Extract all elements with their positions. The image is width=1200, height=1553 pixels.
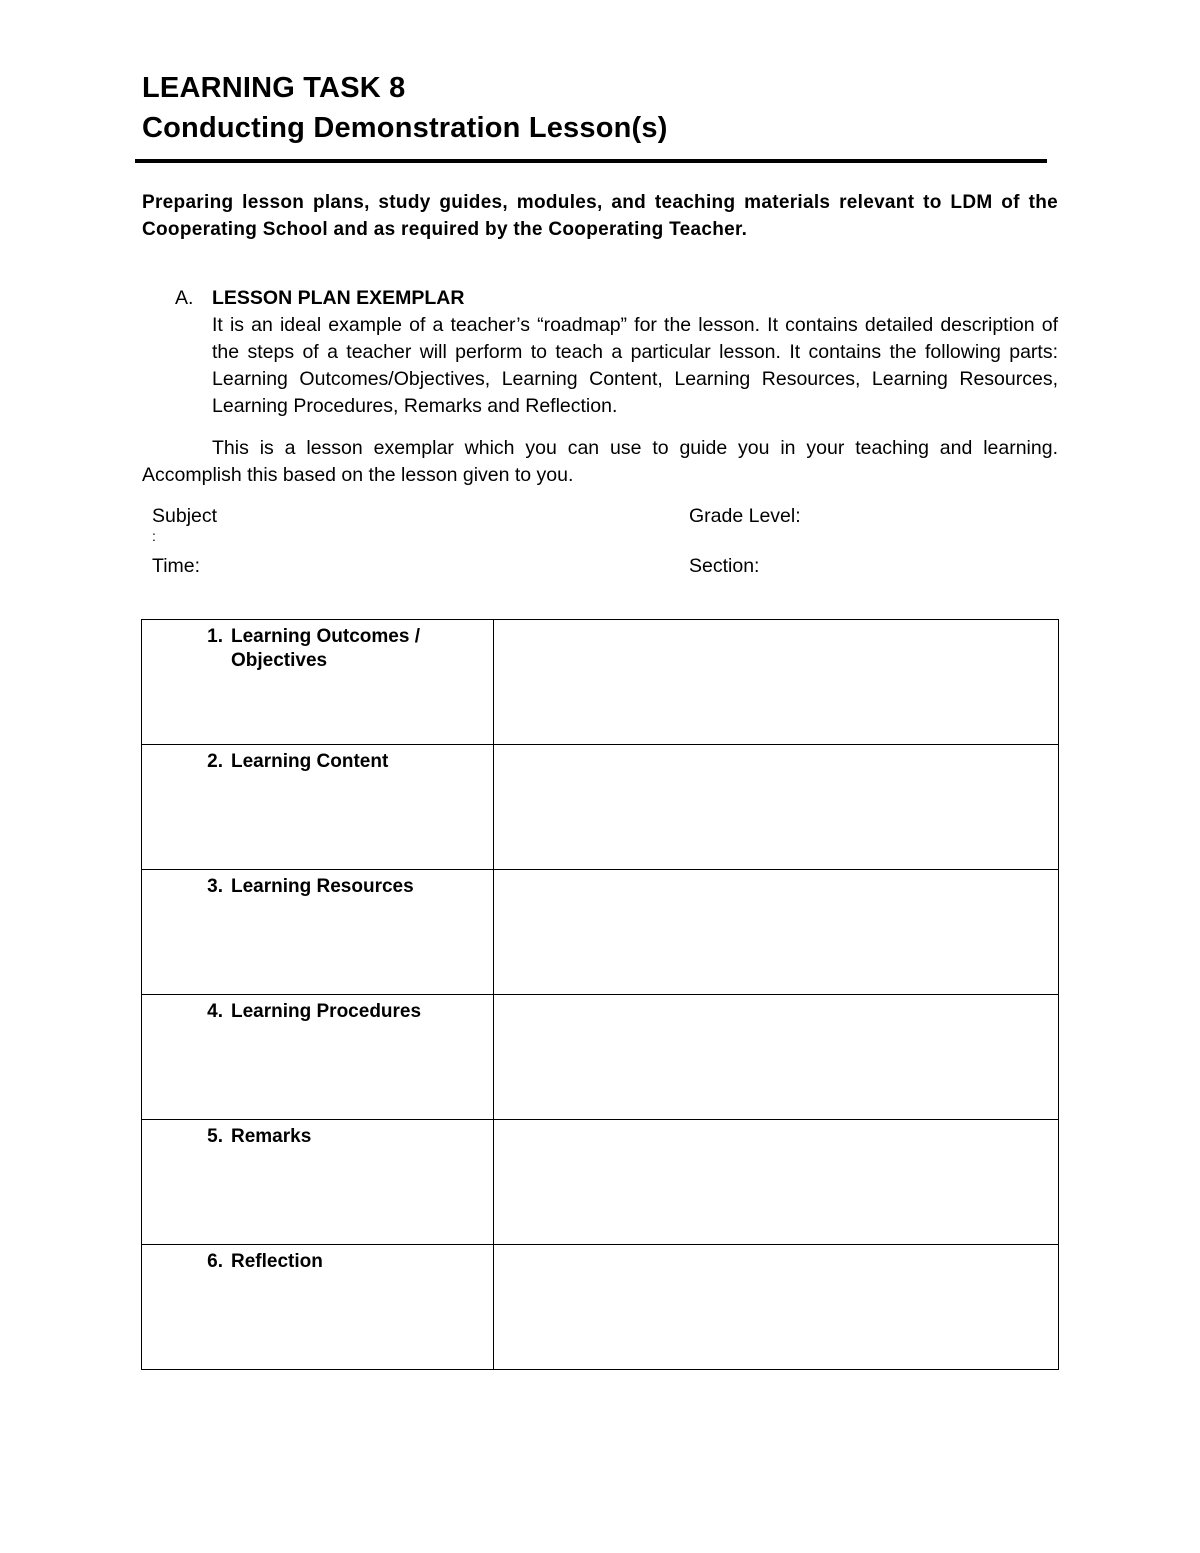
instruction-paragraph: This is a lesson exemplar which you can use to guide you in your teaching and learning. Accomplish this based on the lesson given to you. xyxy=(142,437,1058,486)
row-number: 6. xyxy=(207,1251,223,1272)
section-body: It is an ideal example of a teacher’s “roadmap” for the lesson. It contains detailed description of the steps of a teacher will perform to teach a particular lesson. It contains the following parts: Learning Outcomes/Objectives, Learning Content, Learning Resources, Learning Resources, Learning Procedures, Remarks and Reflection. xyxy=(212,314,1058,417)
row-label-cell xyxy=(142,1245,494,1370)
lesson-info-fields xyxy=(152,504,1052,584)
row-label-cell xyxy=(142,995,494,1120)
subject-colon: : xyxy=(152,528,156,544)
section-label: Section: xyxy=(689,555,760,577)
lesson-plan-table xyxy=(141,619,1059,1370)
table-row xyxy=(142,620,1059,745)
row-answer-cell[interactable] xyxy=(494,870,1059,995)
subject-label: Subject xyxy=(152,505,218,527)
time-label: Time: xyxy=(152,555,201,577)
row-label: Learning Resources xyxy=(231,876,414,897)
page-subtitle: Conducting Demonstration Lesson(s) xyxy=(142,112,668,144)
row-label: Reflection xyxy=(231,1251,323,1272)
row-label: Remarks xyxy=(231,1126,312,1147)
row-label-cell xyxy=(142,1120,494,1245)
grade-level-label: Grade Level: xyxy=(689,505,801,527)
row-label: Learning Procedures xyxy=(231,1001,422,1022)
table-row xyxy=(142,995,1059,1120)
intro-paragraph: Preparing lesson plans, study guides, modules, and teaching materials relevant to LDM of the Cooperating School and as required by the Cooperating Teacher. xyxy=(142,192,1058,240)
row-number: 3. xyxy=(207,876,223,897)
row-answer-cell[interactable] xyxy=(494,620,1059,745)
row-answer-cell[interactable] xyxy=(494,1245,1059,1370)
section-heading: LESSON PLAN EXEMPLAR xyxy=(212,287,465,309)
row-label-cell xyxy=(142,745,494,870)
row-label-cell xyxy=(142,620,494,745)
row-label-cell xyxy=(142,870,494,995)
row-answer-cell[interactable] xyxy=(494,1120,1059,1245)
row-answer-cell[interactable] xyxy=(494,995,1059,1120)
row-label: Learning Outcomes / Objectives xyxy=(231,626,420,671)
page-title: LEARNING TASK 8 xyxy=(142,72,406,104)
row-label: Learning Content xyxy=(231,751,389,772)
section-marker: A. xyxy=(175,287,194,309)
table-row xyxy=(142,745,1059,870)
row-number: 5. xyxy=(207,1126,223,1147)
row-answer-cell[interactable] xyxy=(494,745,1059,870)
title-divider xyxy=(135,159,1047,163)
title-block xyxy=(142,68,668,148)
row-number: 4. xyxy=(207,1001,223,1022)
table-row xyxy=(142,1245,1059,1370)
row-number: 2. xyxy=(207,751,223,772)
row-number: 1. xyxy=(207,626,223,647)
table-row xyxy=(142,870,1059,995)
table-row xyxy=(142,1120,1059,1245)
